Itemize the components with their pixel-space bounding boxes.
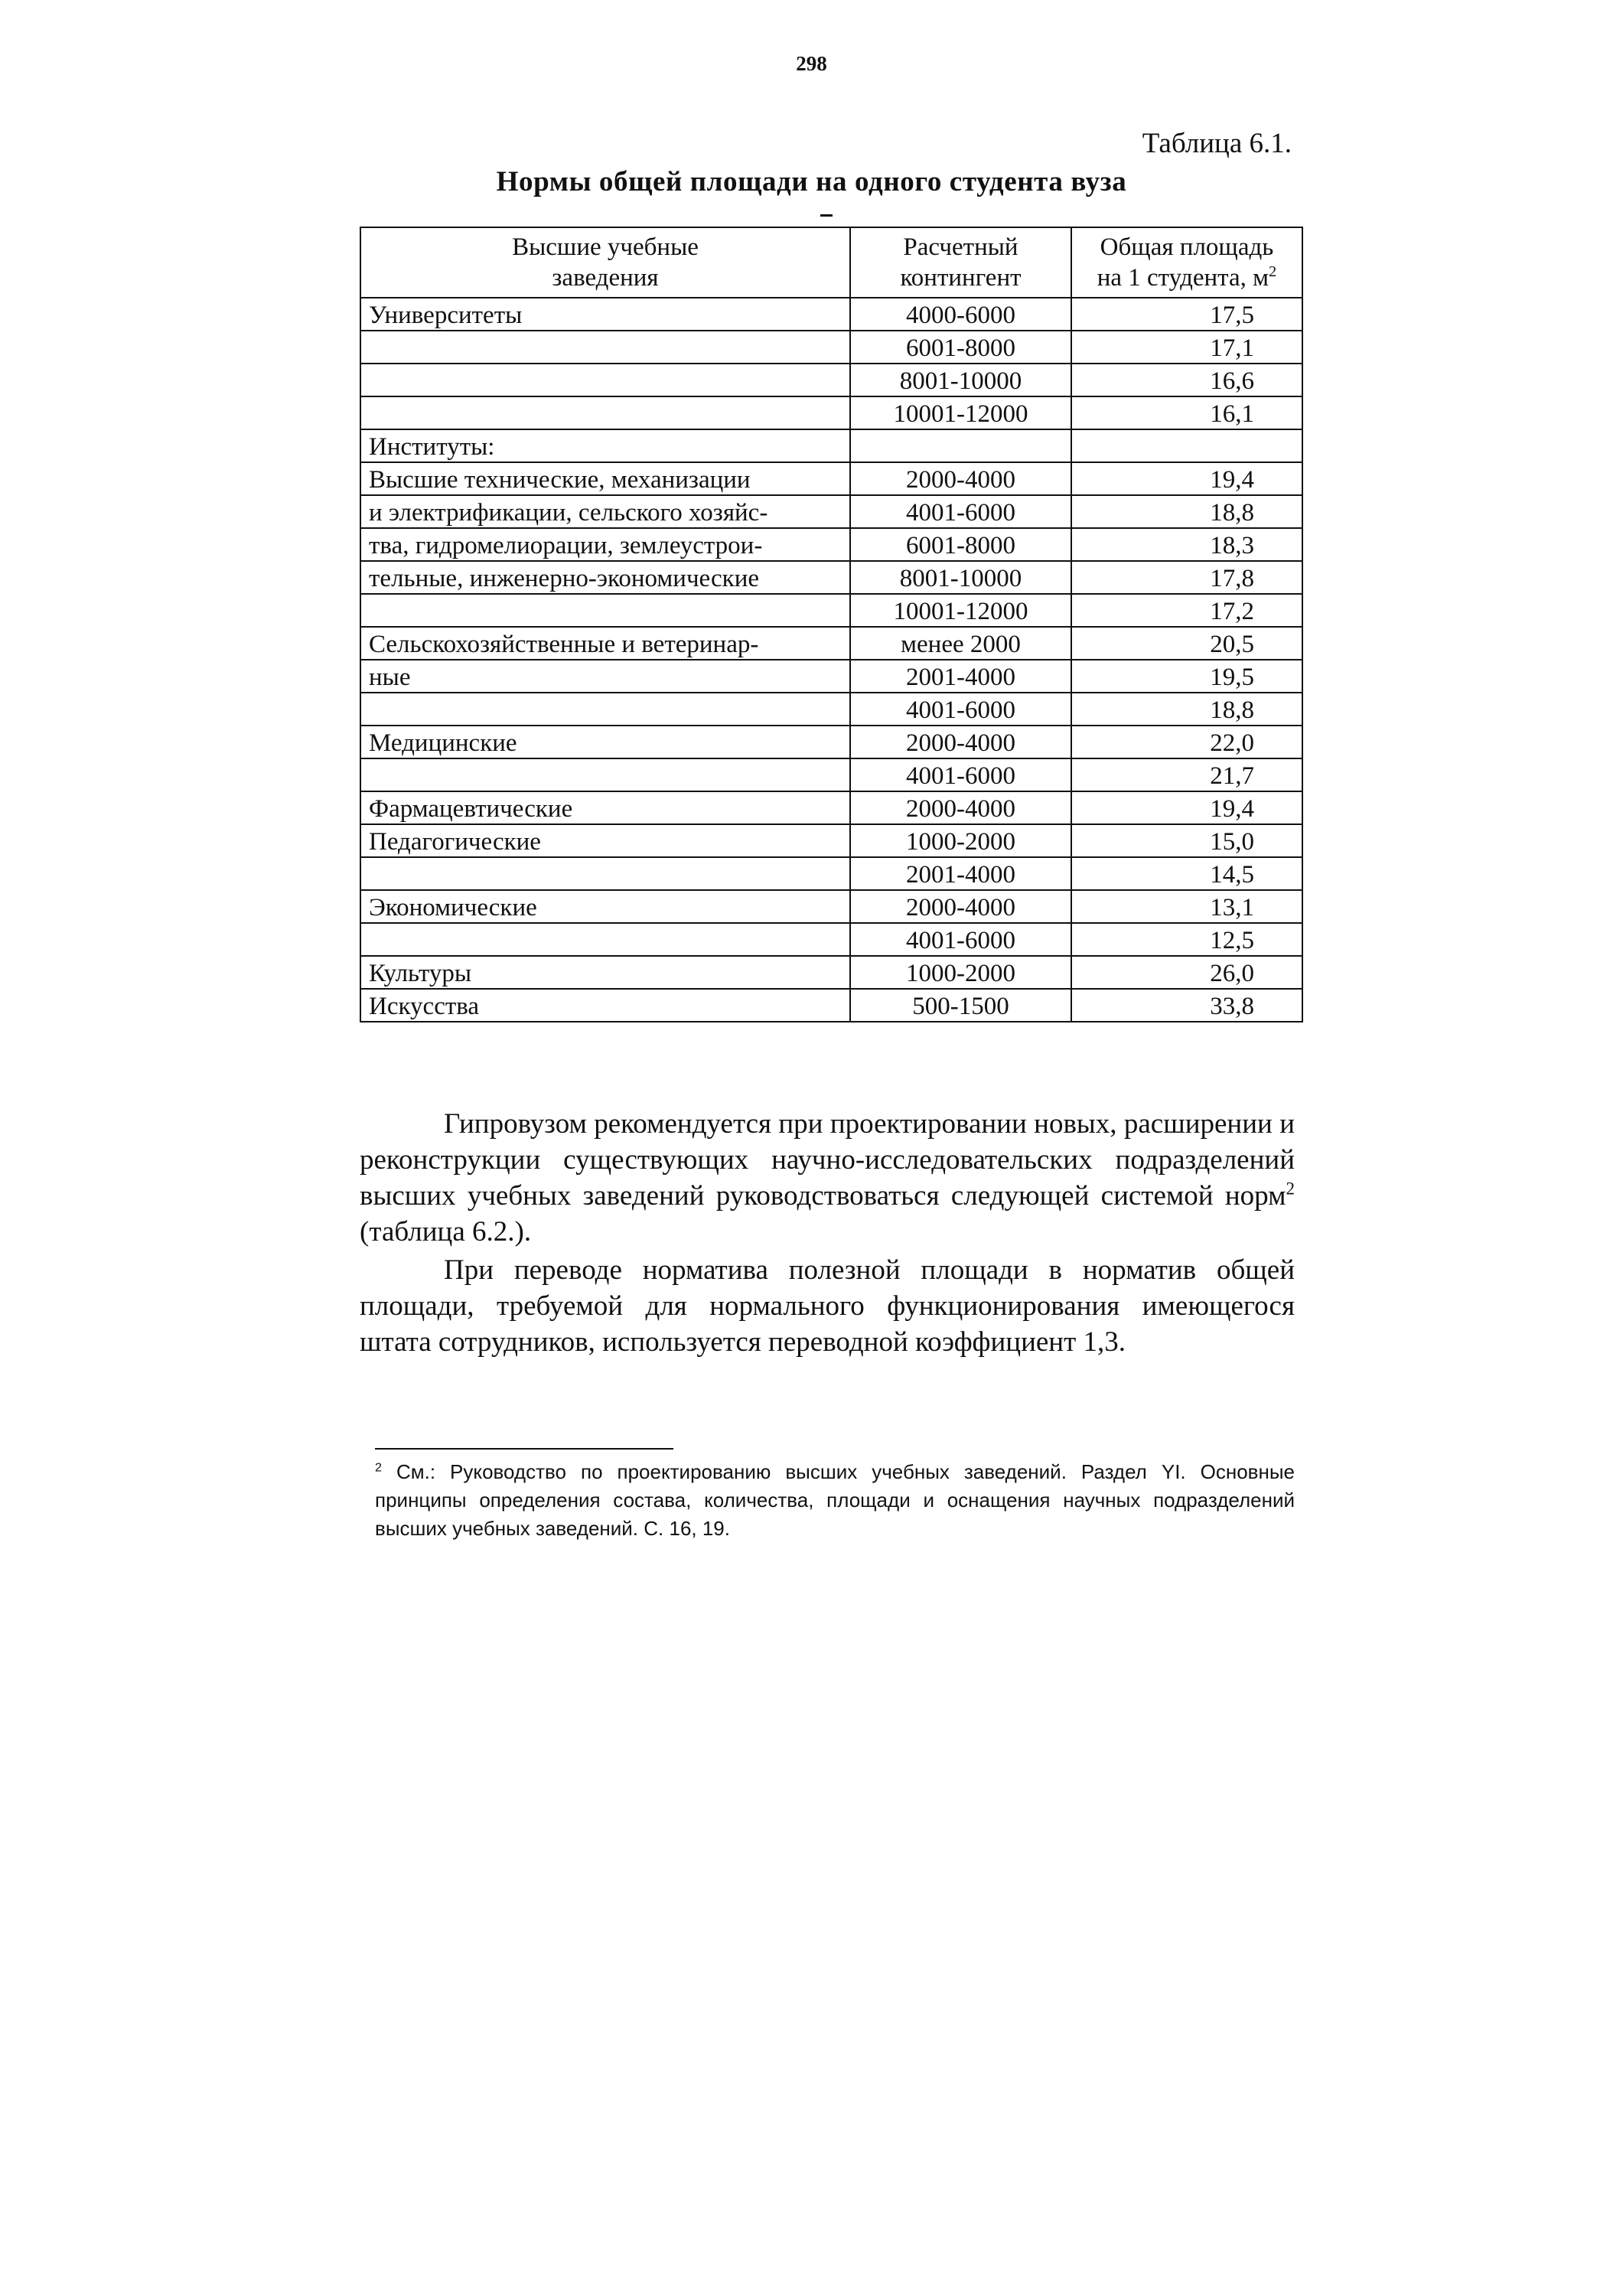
institution-cell	[360, 396, 850, 429]
page-number: 298	[796, 52, 827, 75]
contingent-cell	[850, 429, 1071, 462]
table-row	[360, 462, 1302, 495]
area-cell: 15,0	[1071, 824, 1302, 857]
contingent-cell: 8001-10000	[850, 364, 1071, 396]
area-cell: 20,5	[1071, 627, 1302, 660]
contingent-cell: 4001-6000	[850, 923, 1071, 956]
institution-cell: тва, гидромелиорации, землеустрои-	[360, 528, 850, 561]
table-row	[360, 298, 1302, 331]
title-mark	[820, 214, 833, 217]
table-row	[360, 791, 1302, 824]
institution-cell: Культуры	[360, 956, 850, 989]
table-row	[360, 989, 1302, 1022]
area-cell: 16,1	[1071, 396, 1302, 429]
header-line: Расчетный	[903, 233, 1018, 261]
contingent-cell: менее 2000	[850, 627, 1071, 660]
header-line: заведения	[552, 264, 659, 292]
table-header-row	[360, 227, 1302, 298]
area-cell: 16,6	[1071, 364, 1302, 396]
area-cell: 22,0	[1071, 726, 1302, 758]
footnote-text: См.: Руководство по проектированию высших учебных заведений. Раздел YI. Основные принципы определения состава, количества, площади и оснащения научных подразделений высших учебных заведений. С. 16, 19.	[375, 1460, 1295, 1540]
area-cell: 18,8	[1071, 495, 1302, 528]
institution-cell: Институты:	[360, 429, 850, 462]
contingent-cell: 1000-2000	[850, 824, 1071, 857]
table-row	[360, 331, 1302, 364]
table-row	[360, 923, 1302, 956]
institution-cell: Высшие технические, механизации	[360, 462, 850, 495]
contingent-cell: 2000-4000	[850, 791, 1071, 824]
area-cell: 18,3	[1071, 528, 1302, 561]
table-row	[360, 429, 1302, 462]
footnote-rule	[375, 1448, 673, 1450]
header-line: контингент	[900, 264, 1022, 292]
header-superscript: 2	[1269, 263, 1277, 280]
area-cell: 18,8	[1071, 693, 1302, 726]
area-cell: 33,8	[1071, 989, 1302, 1022]
area-cell	[1071, 429, 1302, 462]
area-cell: 17,2	[1071, 594, 1302, 627]
contingent-cell: 8001-10000	[850, 561, 1071, 594]
institution-cell: Искусства	[360, 989, 850, 1022]
table-row	[360, 627, 1302, 660]
table-row	[360, 495, 1302, 528]
table-row	[360, 890, 1302, 923]
area-cell: 13,1	[1071, 890, 1302, 923]
institution-cell: Сельскохозяйственные и ветеринар-	[360, 627, 850, 660]
contingent-cell: 6001-8000	[850, 528, 1071, 561]
contingent-cell: 4001-6000	[850, 693, 1071, 726]
contingent-cell: 10001-12000	[850, 396, 1071, 429]
contingent-cell: 2000-4000	[850, 462, 1071, 495]
institution-cell	[360, 331, 850, 364]
table-row	[360, 758, 1302, 791]
contingent-cell: 10001-12000	[850, 594, 1071, 627]
institution-cell	[360, 693, 850, 726]
contingent-cell: 1000-2000	[850, 956, 1071, 989]
institution-cell: тельные, инженерно-экономические	[360, 561, 850, 594]
contingent-cell: 2000-4000	[850, 890, 1071, 923]
area-cell: 17,8	[1071, 561, 1302, 594]
contingent-cell: 500-1500	[850, 989, 1071, 1022]
header-contingent	[850, 227, 1071, 298]
table-row	[360, 528, 1302, 561]
contingent-cell: 4001-6000	[850, 495, 1071, 528]
institution-cell: Медицинские	[360, 726, 850, 758]
paragraph-text: Гипровузом рекомендуется при проектировании новых, расширении и реконструкции существующих научно-исследовательских подразделений высших учебных заведений руководствоваться следующей системой норм	[360, 1108, 1295, 1212]
table-row	[360, 857, 1302, 890]
footnote-marker: 2	[375, 1460, 382, 1475]
institution-cell	[360, 594, 850, 627]
footnote-reference: 2	[1286, 1179, 1295, 1199]
paragraph-recommendation	[360, 1106, 1295, 1250]
header-institutions	[360, 227, 850, 298]
institution-cell	[360, 758, 850, 791]
table-title: Нормы общей площади на одного студента вуза	[496, 166, 1127, 197]
institution-cell: Фармацевтические	[360, 791, 850, 824]
body-text	[360, 1106, 1295, 1362]
area-cell: 17,1	[1071, 331, 1302, 364]
table-row	[360, 396, 1302, 429]
header-area	[1071, 227, 1302, 298]
contingent-cell: 2001-4000	[850, 660, 1071, 693]
table-row	[360, 824, 1302, 857]
institution-cell	[360, 923, 850, 956]
paragraph-coefficient	[360, 1252, 1295, 1360]
header-line: Общая площадь	[1100, 233, 1274, 261]
table-row	[360, 594, 1302, 627]
institution-cell: Экономические	[360, 890, 850, 923]
institution-cell	[360, 857, 850, 890]
table-row	[360, 693, 1302, 726]
table-row	[360, 660, 1302, 693]
area-cell: 17,5	[1071, 298, 1302, 331]
contingent-cell: 4000-6000	[850, 298, 1071, 331]
contingent-cell: 4001-6000	[850, 758, 1071, 791]
footnote	[375, 1458, 1295, 1543]
area-cell: 14,5	[1071, 857, 1302, 890]
area-cell: 26,0	[1071, 956, 1302, 989]
area-cell: 12,5	[1071, 923, 1302, 956]
table-caption: Таблица 6.1.	[1142, 128, 1292, 159]
paragraph-text: (таблица 6.2.).	[360, 1216, 532, 1247]
paragraph-text: При переводе норматива полезной площади в норматив общей площади, требуемой для нормального функционирования имеющегося штата сотрудников, используется переводной коэффициент 1,3.	[360, 1254, 1295, 1358]
institution-cell: Университеты	[360, 298, 850, 331]
table-row	[360, 364, 1302, 396]
contingent-cell: 2001-4000	[850, 857, 1071, 890]
area-cell: 19,5	[1071, 660, 1302, 693]
area-cell: 19,4	[1071, 462, 1302, 495]
table-row	[360, 726, 1302, 758]
header-line: Высшие учебные	[512, 233, 699, 261]
contingent-cell: 6001-8000	[850, 331, 1071, 364]
norms-table	[360, 227, 1303, 1022]
header-line: на 1 студента, м	[1097, 264, 1269, 292]
institution-cell	[360, 364, 850, 396]
table-row	[360, 561, 1302, 594]
area-cell: 19,4	[1071, 791, 1302, 824]
institution-cell: и электрификации, сельского хозяйс-	[360, 495, 850, 528]
institution-cell: Педагогические	[360, 824, 850, 857]
area-cell: 21,7	[1071, 758, 1302, 791]
table-body	[360, 298, 1302, 1022]
table-row	[360, 956, 1302, 989]
contingent-cell: 2000-4000	[850, 726, 1071, 758]
institution-cell: ные	[360, 660, 850, 693]
